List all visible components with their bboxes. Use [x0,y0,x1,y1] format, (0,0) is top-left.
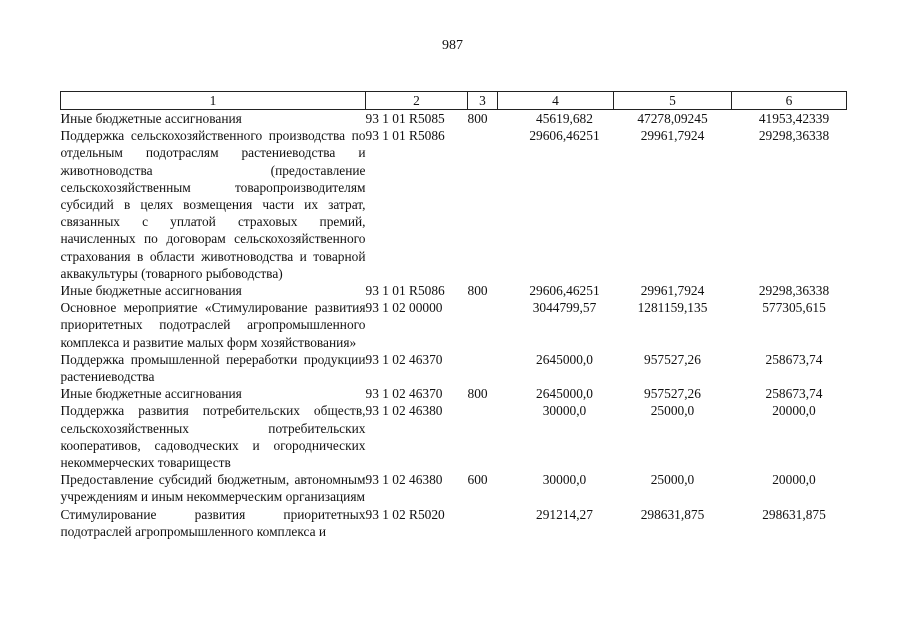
table-row [61,506,847,540]
row-vr [468,402,498,471]
row-value-2: 29961,7924 [640,283,705,299]
row-value-1: 29606,46251 [529,283,600,299]
row-value-1: 30000,0 [542,472,587,488]
column-header-4: 4 [498,92,614,110]
row-code: 93 1 02 46370 [365,351,443,367]
row-name: Поддержка промышленной переработки продукции растениеводства [60,351,366,385]
table-row [61,282,847,299]
row-name: Стимулирование развития приоритетных подотраслей агропромышленного комплекса и [60,506,366,539]
table-row [61,385,847,402]
row-value-1: 3044799,57 [532,300,597,316]
row-value-1: 29606,46251 [529,128,600,144]
table-row [61,299,847,351]
table-row [61,471,847,505]
row-code: 93 1 01 R5086 [365,283,445,299]
row-vr [468,506,498,540]
row-value-3: 41953,42339 [758,111,830,126]
row-name: Поддержка сельскохозяйственного производства по отдельным подотраслям растениеводства и животноводства (предоставление сельскохозяйственным товаропроизводителям субсидий в целях возмещения части их затрат, связанных с уплатой страховых премий, начисленных по договорам сельскохозяйственного страхования в области животноводства и товарной аквакультуры (товарного рыбоводства) [60,128,366,281]
column-header-3: 3 [468,92,498,110]
row-code: 93 1 02 46370 [365,386,443,402]
row-value-2: 957527,26 [644,386,701,402]
row-code: 93 1 02 46380 [365,472,443,488]
row-value-2: 47278,09245 [637,111,708,126]
row-value-3: 258673,74 [765,351,823,367]
row-name: Иные бюджетные ассигнования [60,283,242,299]
row-value-1: 2645000,0 [536,386,593,402]
column-header-5: 5 [614,92,732,110]
column-header-6: 6 [732,92,847,110]
table-row [61,110,847,128]
row-vr: 800 [467,283,488,299]
row-value-3: 298631,875 [762,506,826,522]
table-row [61,127,847,282]
row-code: 93 1 01 R5086 [365,128,445,144]
row-value-2: 957527,26 [644,351,701,367]
budget-table [60,91,847,540]
row-name: Иные бюджетные ассигнования [60,386,242,402]
header-row [61,92,847,110]
row-code: 93 1 02 46380 [365,403,443,419]
row-vr [468,299,498,351]
row-value-1: 45619,682 [536,111,593,126]
row-name: Поддержка развития потребительских обществ, сельскохозяйственных потребительских кооперативов, садоводческих и огороднических некоммерческих товариществ [60,403,366,471]
row-name: Основное мероприятие «Стимулирование развития приоритетных подотраслей агропромышленного комплекса и развитие малых форм хозяйствования» [60,300,366,350]
row-vr: 600 [467,472,488,488]
row-vr [468,351,498,385]
table-row [61,351,847,385]
column-header-2: 2 [366,92,468,110]
row-vr: 800 [467,386,488,402]
row-value-3: 20000,0 [772,403,816,419]
row-code: 93 1 01 R5085 [365,111,445,126]
table-header [61,92,847,110]
table-body [61,110,847,541]
row-value-2: 25000,0 [650,403,695,419]
row-value-1: 30000,0 [542,403,587,419]
row-value-3: 258673,74 [765,386,823,402]
column-header-1: 1 [61,92,366,110]
row-value-1: 291214,27 [536,506,593,522]
row-value-2: 298631,875 [640,506,705,522]
row-value-3: 20000,0 [772,472,816,488]
row-value-3: 29298,36338 [758,283,830,299]
row-code: 93 1 02 R5020 [365,506,445,522]
row-code: 93 1 02 00000 [365,300,443,316]
table-row [61,402,847,471]
row-name: Иные бюджетные ассигнования [60,111,242,126]
row-value-3: 29298,36338 [758,128,830,144]
row-vr [468,127,498,282]
row-value-3: 577305,615 [762,300,826,316]
row-name: Предоставление субсидий бюджетным, автономным учреждениям и иным некоммерческим организациям [60,472,366,505]
row-value-2: 1281159,135 [637,300,708,316]
row-value-1: 2645000,0 [536,351,593,367]
row-vr: 800 [467,111,488,126]
row-value-2: 25000,0 [650,472,695,488]
row-value-2: 29961,7924 [640,128,705,144]
page-number: 987 [442,38,463,53]
